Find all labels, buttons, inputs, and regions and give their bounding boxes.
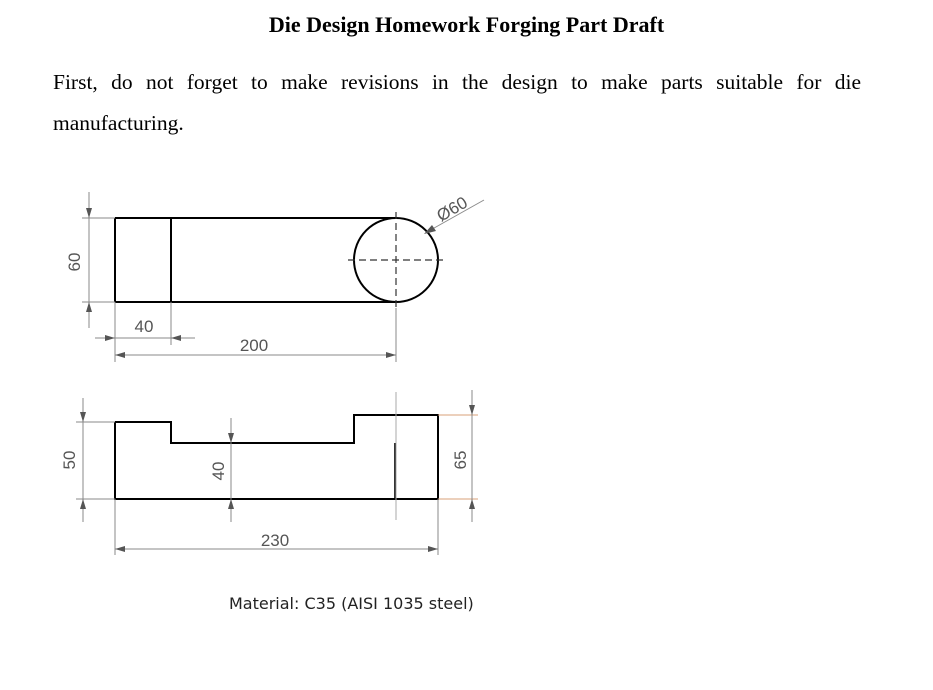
dim-40-label: 40 [134, 317, 154, 336]
dim-230-label: 230 [260, 531, 290, 550]
intro-paragraph: First, do not forget to make revisions in the design to make parts suitable for die manufacturing. [53, 70, 861, 135]
dim-50-arrow-top [80, 412, 86, 422]
dim-40-arrow-left [105, 335, 115, 341]
dim-65-arrow-bottom [469, 499, 475, 509]
dim-inner-40-label: 40 [209, 461, 228, 481]
front-view [60, 390, 478, 555]
dim-200-arrow-right [386, 352, 396, 358]
material-label: Material: C35 (AISI 1035 steel) [229, 594, 474, 613]
top-view [65, 192, 484, 362]
dim-inner-40-arrow-bottom [228, 499, 234, 509]
dim-60-arrow-top [86, 208, 92, 218]
dim-230-arrow-left [115, 546, 125, 552]
dim-50-label: 50 [60, 450, 79, 470]
dim-65-label: 65 [451, 450, 470, 470]
dim-inner-40-arrow-top [228, 433, 234, 443]
dim-60-arrow-bottom [86, 302, 92, 312]
dim-50-arrow-bottom [80, 499, 86, 509]
dim-60-label: 60 [65, 252, 84, 272]
dim-65-arrow-top [469, 405, 475, 415]
front-view-outline [115, 415, 438, 499]
dim-200-arrow-left [115, 352, 125, 358]
dim-200-label: 200 [239, 336, 269, 355]
document-title: Die Design Homework Forging Part Draft [268, 12, 665, 37]
dim-diameter-label: Ø60 [433, 192, 471, 226]
dim-230-arrow-right [428, 546, 438, 552]
dim-40-arrow-right [171, 335, 181, 341]
